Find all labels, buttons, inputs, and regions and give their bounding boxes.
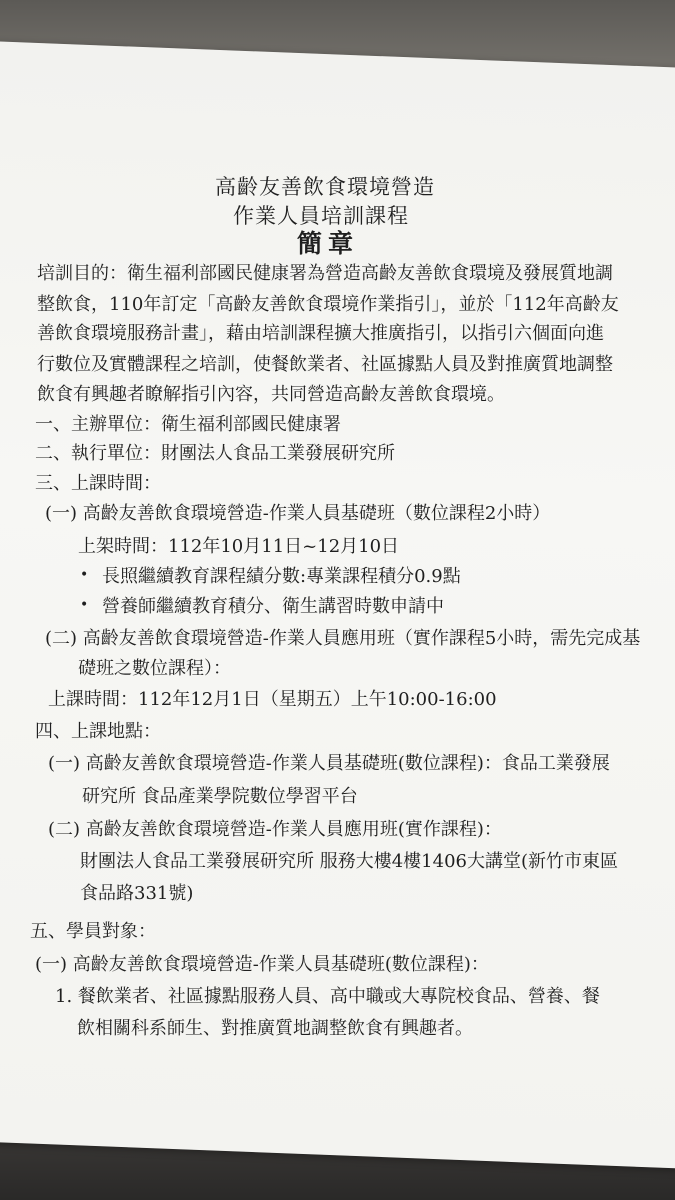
schedule-applied-time: 上課時間：112年12月1日（星期五）上午10:00-16:00 (48, 689, 497, 710)
section-location-heading: 四、上課地點： (35, 721, 161, 742)
purpose-line-5: 飲食有興趣者瞭解指引內容，共同營造高齡友善飲食環境。 (37, 384, 505, 405)
section-audience-heading: 五、學員對象： (30, 921, 156, 942)
audience-basic-item-1-cont: 飲相關科系師生、對推廣質地調整飲食有興趣者。 (77, 1018, 473, 1039)
location-applied-address-cont: 食品路331號) (80, 883, 194, 904)
purpose-line-4: 行數位及實體課程之培訓，使餐飲業者、社區據點人員及對推廣質地調整 (37, 354, 613, 375)
schedule-basic-credit-pending: 營養師繼續教育積分、衛生講習時數申請中 (102, 596, 444, 617)
schedule-basic-course: (一) 高齡友善飲食環境營造-作業人員基礎班（數位課程2小時） (45, 503, 551, 524)
location-applied: (二) 高齡友善飲食環境營造-作業人員應用班(實作課程)： (48, 819, 502, 840)
schedule-applied-course-cont: 礎班之數位課程）： (78, 658, 231, 679)
location-basic: (一) 高齡友善飲食環境營造-作業人員基礎班(數位課程)：食品工業發展 (48, 753, 610, 774)
location-basic-cont: 研究所 食品產業學院數位學習平台 (82, 786, 358, 807)
purpose-line-1: 培訓目的：衛生福利部國民健康署為營造高齡友善飲食環境及發展質地調 (37, 263, 613, 284)
section-organizer: 一、主辦單位：衛生福利部國民健康署 (35, 414, 341, 435)
audience-basic: (一) 高齡友善飲食環境營造-作業人員基礎班(數位課程)： (35, 954, 489, 975)
schedule-basic-time: 上架時間：112年10月11日~12月10日 (78, 536, 400, 557)
title-line-3: 簡章 (297, 229, 360, 258)
audience-basic-item-1: 1. 餐飲業者、社區據點服務人員、高中職或大專院校食品、營養、餐 (55, 986, 600, 1007)
purpose-line-3: 善飲食環境服務計畫」，藉由培訓課程擴大推廣指引，以指引六個面向進 (37, 323, 604, 344)
schedule-applied-course: (二) 高齡友善飲食環境營造-作業人員應用班（實作課程5小時，需先完成基 (45, 628, 641, 649)
purpose-line-2: 整飲食，110年訂定「高齡友善飲食環境作業指引」，並於「112年高齡友 (37, 294, 619, 315)
section-executor: 二、執行單位：財團法人食品工業發展研究所 (35, 443, 395, 464)
title-line-1: 高齡友善飲食環境營造 (215, 175, 435, 199)
title-line-2: 作業人員培訓課程 (233, 204, 409, 228)
location-applied-address: 財團法人食品工業發展研究所 服務大樓4樓1406大講堂(新竹市東區 (80, 851, 619, 872)
section-schedule-heading: 三、上課時間： (35, 473, 161, 494)
bullet-icon: • (80, 597, 89, 613)
schedule-basic-credit: 長照繼續教育課程績分數:專業課程積分0.9點 (102, 566, 461, 587)
bullet-icon: • (80, 567, 89, 583)
